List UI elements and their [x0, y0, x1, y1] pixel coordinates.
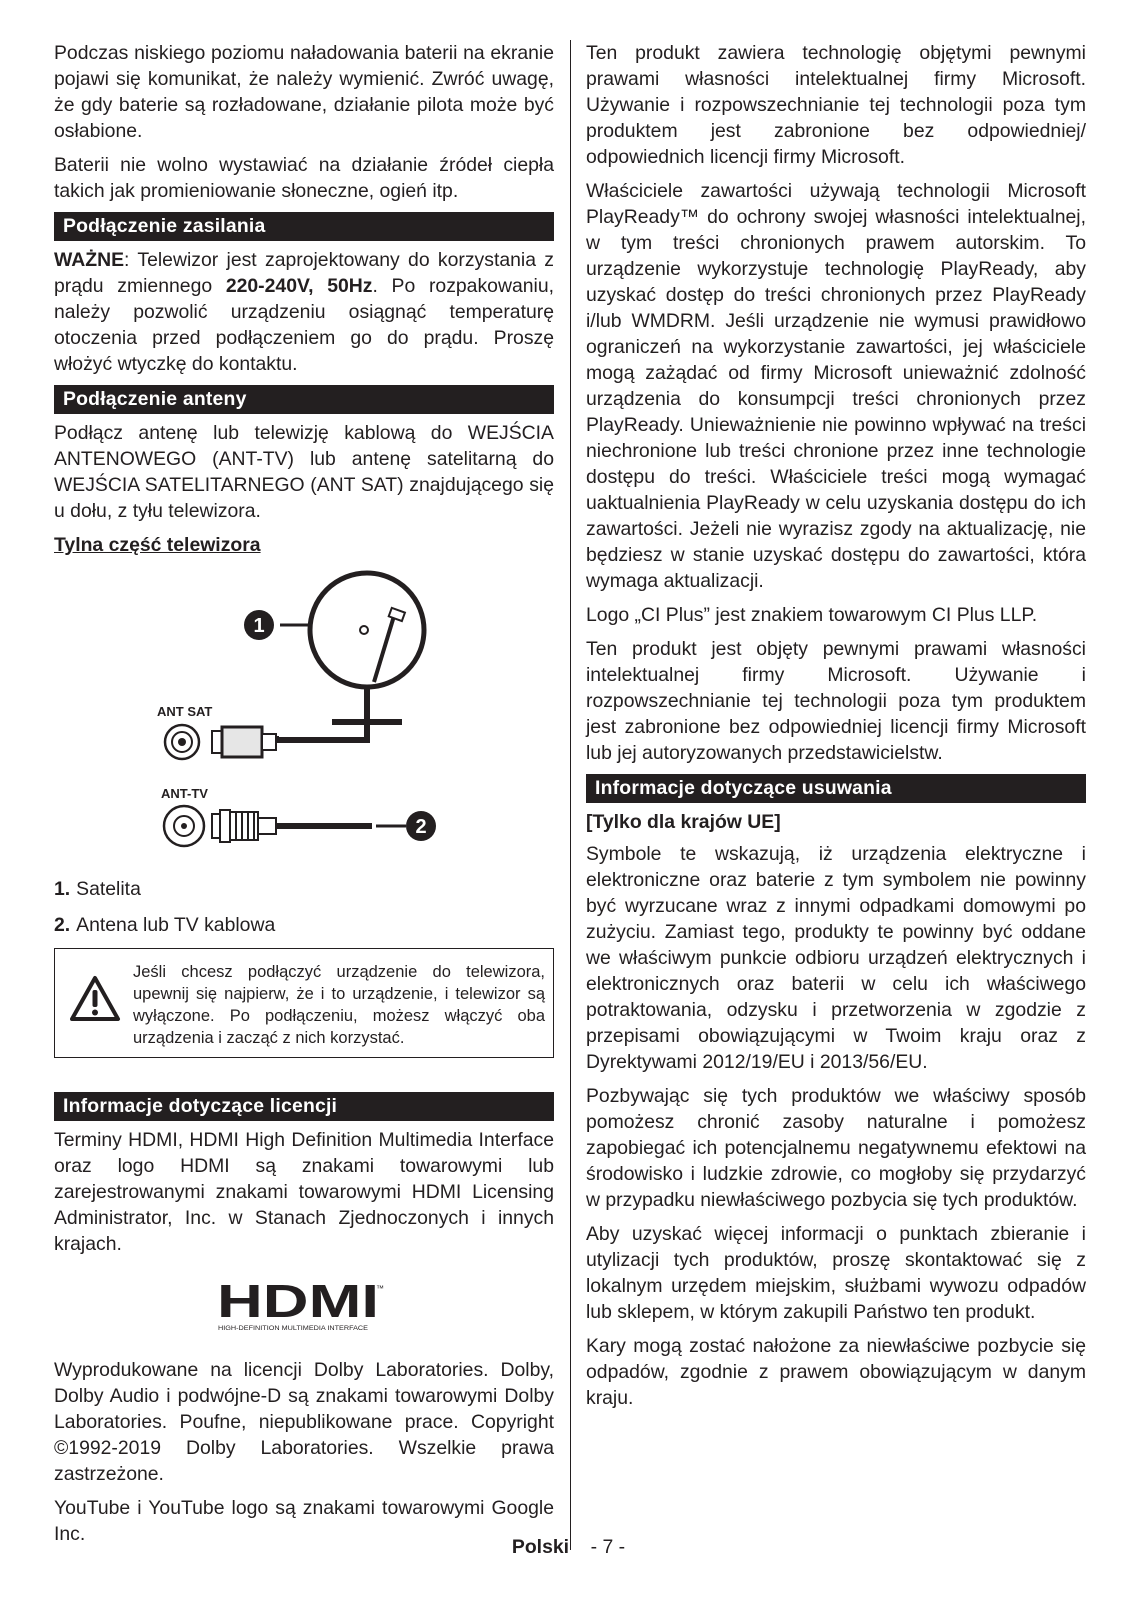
hdmi-logo [54, 1279, 554, 1339]
list-item [54, 912, 554, 938]
ant-tv-label: ANT-TV [161, 786, 208, 801]
ant-tv-socket-icon [164, 806, 204, 846]
satellite-dish-icon [310, 573, 424, 725]
page-footer [0, 1536, 1137, 1559]
voltage-spec: 220-240V, 50Hz [225, 275, 373, 297]
playready-paragraph: Właściciele zawartości używają technologii Microsoft PlayReady™ do ochrony swojej własności intelektualnej, w tym treści chronionych prawem autorskim. To urządzenie wykorzystuje technologię PlayReady, aby uzyskać dostęp do treści chronionych przez PlayReady i/lub WMDRM. Jeśli urządzenie nie wymusi prawidłowo ograniczeń na wykorzystanie zawartości, jej właściciele mogą zażądać od firmy Microsoft unieważnić zdolność urządzenia do konsumpcji treści chronionych przez PlayReady. Unieważnienie nie powinno wpływać na treści niechronione lub treści chronione przez inne technologie dostępu do treści. Właściciele treści mogą wymagać uaktualnienia PlayReady w celu uzyskania dostępu do ich zawartości. Jeżeli nie wyrazisz zgody na aktualizację, nie będziesz w stanie uzyskać dostępu do zawartości, która wymaga aktualizacji. [586, 180, 1086, 592]
antenna-paragraph: Podłącz antenę lub telewizję kablową do WEJŚCIA ANTENOWEGO (ANT-TV) lub antenę satelitarną do WEJŚCIA SATELITARNEGO (ANT SAT) znajdującego się u dołu, z tyłu telewizora. [54, 422, 554, 522]
hdmi-logo-tagline: HIGH-DEFINITION MULTIMEDIA INTERFACE [218, 1325, 368, 1332]
warning-box [54, 948, 554, 1058]
power-paragraph [54, 247, 554, 377]
microsoft-ip-paragraph: Ten produkt jest objęty pewnymi prawami własności intelektualnej firmy Microsoft. Używanie i rozpowszechnianie tej technologii poza tym produktem jest zabronione bez odpowiedniej licencji firmy Microsoft lub jej autoryzowanych przedstawicielstw. [586, 638, 1086, 764]
marker-2-text: 2 [415, 816, 427, 838]
hdmi-license-paragraph: Terminy HDMI, HDMI High Definition Multimedia Interface oraz logo HDMI są znakami towarowymi lub zarejestrowanymi znakami towarowymi HDMI Licensing Administrator, Inc. w Stanach Zjednoczonych i innych krajach. [54, 1129, 554, 1255]
antenna-diagram-svg [54, 564, 554, 864]
microsoft-paragraph: Ten produkt zawiera technologię objętymi pewnymi prawami własności intelektualnej firmy Microsoft. Używanie i rozpowszechnianie tej technologii poza tym produktem jest zabronione bez odpowiedniej/ odpowiednich licencji firmy Microsoft. [586, 42, 1086, 168]
youtube-paragraph: YouTube i YouTube logo są znakami towarowymi Google Inc. [54, 1497, 554, 1545]
license-section-header: Informacje dotyczące licencji [54, 1092, 554, 1121]
disposal-section-header: Informacje dotyczące usuwania [586, 774, 1086, 803]
warning-triangle-icon [69, 975, 121, 1023]
eu-only-title: [Tylko dla krajów UE] [586, 811, 781, 833]
hdmi-logo-tm: ™ [376, 1284, 384, 1293]
ant-sat-socket-icon [165, 725, 199, 759]
disposal-paragraph-2: Pozbywając się tych produktów we właściwy sposób pomożesz chronić zasoby naturalne i pomożesz zapobiegać ich potencjalnemu negatywnemu efektowi na środowisko i ludzkie zdrowie, co mogłoby się przydarzyć w przypadku niewłaściwego pozbycia się tych produktów. [586, 1085, 1086, 1211]
hdmi-logo-word: HDMI [217, 1279, 379, 1327]
footer-language: Polski [511, 1536, 570, 1558]
power-text-2: . Po rozpakowaniu, należy pozwolić urządzeniu osiągnąć temperaturę otoczenia przed podłączeniem go do prądu. Proszę włożyć wtyczkę do kontaktu. [54, 275, 554, 375]
disposal-paragraph-1: Symbole te wskazują, iż urządzenia elektryczne i elektroniczne oraz baterie z tym symbolem nie powinny być wyrzucane wraz z innymi odpadkami domowymi po zużyciu. Zamiast tego, produkty te powinny być oddane we właściwym punkcie odbioru urządzeń elektrycznych i elektronicznych oraz baterii w celu ich właściwego potraktowania, odzysku i przetworzenia w zgodzie z przepisami obowiązującymi w Twoim kraju oraz z Dyrektywami 2012/19/EU i 2013/56/EU. [586, 843, 1086, 1073]
antenna-connection-diagram [54, 564, 554, 864]
list-item [54, 876, 554, 902]
dolby-paragraph: Wyprodukowane na licencji Dolby Laboratories. Dolby, Dolby Audio i podwójne-D są znakami towarowymi Dolby Laboratories. Poufne, niepublikowane prace. Copyright ©1992-2019 Dolby Laboratories. Wszelkie prawa zastrzeżone. [54, 1359, 554, 1485]
ant-sat-label: ANT SAT [157, 704, 213, 719]
important-label: WAŻNE [54, 249, 125, 271]
power-section-header: Podłączenie zasilania [54, 212, 554, 241]
list-item-text: Satelita [76, 878, 141, 900]
disposal-paragraph-3: Aby uzyskać więcej informacji o punktach zbieranie i utylizacji tych produktów, proszę skontaktować się z lokalnym urzędem miejskim, służbami wywozu odpadów lub sklepem, w którym zakupili Państwo ten produkt. [586, 1223, 1086, 1323]
list-item-number: 2. [54, 914, 71, 936]
warning-text: Jeśli chcesz podłączyć urządzenie do telewizora, upewnij się najpierw, że i to urządzenie, i telewizor są wyłączone. Po podłączeniu, możesz włączyć oba urządzenia i zacząć z nich korzystać. [133, 963, 545, 1047]
left-column [54, 40, 554, 1555]
battery-paragraph: Podczas niskiego poziomu naładowania baterii na ekranie pojawi się komunikat, że należy wymienić. Zwróć uwagę, że gdy baterie są rozładowane, działanie pilota może być osłabione. [54, 42, 554, 142]
list-item-text: Antena lub TV kablowa [76, 914, 276, 936]
battery-heat-paragraph: Baterii nie wolno wystawiać na działanie źródeł ciepła takich jak promieniowanie słoneczne, ogień itp. [54, 154, 554, 202]
hdmi-logo-svg [54, 1279, 554, 1339]
page-number: - 7 - [590, 1536, 626, 1558]
ant-tv-plug-icon [212, 810, 276, 842]
right-column [586, 40, 1086, 1419]
tv-back-title: Tylna część telewizora [54, 534, 261, 556]
list-item-number: 1. [54, 878, 71, 900]
column-divider [570, 40, 571, 1550]
power-text-1: : Telewizor jest zaprojektowany do korzystania z prądu zmiennego [54, 249, 554, 297]
ci-plus-paragraph: Logo „CI Plus” jest znakiem towarowym CI Plus LLP. [586, 604, 1038, 626]
marker-1-text: 1 [253, 615, 265, 637]
ant-sat-plug-icon [212, 727, 276, 757]
disposal-paragraph-4: Kary mogą zostać nałożone za niewłaściwe pozbycie się odpadów, zgodnie z prawem obowiązującym w danym kraju. [586, 1335, 1086, 1409]
antenna-section-header: Podłączenie anteny [54, 385, 554, 414]
